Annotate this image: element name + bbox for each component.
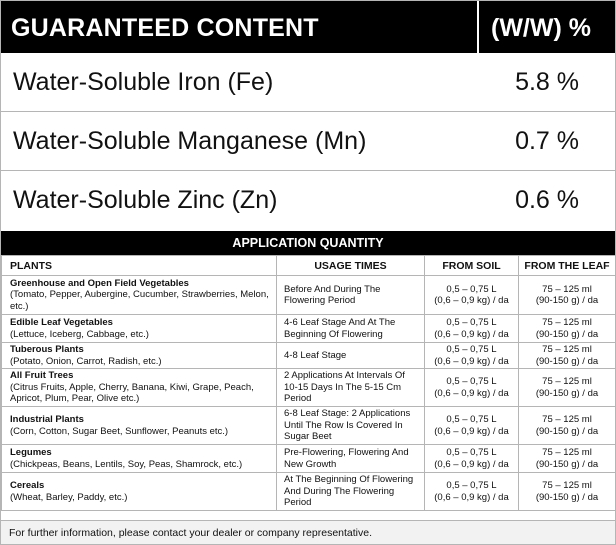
soil-weight: (0,6 – 0,9 kg) / da [434, 355, 509, 367]
table-row [2, 407, 616, 445]
leaf-weight: (90-150 g) / da [535, 295, 599, 306]
plant-examples: (Tomato, Pepper, Aubergine, Cucumber, Strawberries, Melon, etc.) [10, 289, 269, 312]
soil-volume: 0,5 – 0,75 L [446, 376, 497, 387]
plant-examples: (Chickpeas, Beans, Lentils, Soy, Peas, Shamrock, etc.) [10, 458, 243, 470]
soil-volume: 0,5 – 0,75 L [446, 344, 497, 355]
content-value: 5.8 % [515, 68, 579, 96]
usage-cell: At The Beginning Of Flowering And During The Flowering Period [277, 473, 425, 511]
plant-examples: (Citrus Fruits, Apple, Cherry, Banana, Kiwi, Grape, Peach, Apricot, Plum, Pear, Olive etc.) [10, 381, 254, 405]
leaf-weight: (90-150 g) / da [535, 355, 599, 367]
soil-cell [425, 369, 519, 407]
soil-weight: (0,6 – 0,9 kg) / da [434, 328, 509, 340]
content-row-zinc [1, 171, 615, 231]
column-header-from-soil: FROM SOIL [425, 256, 519, 276]
leaf-weight: (90-150 g) / da [535, 425, 599, 437]
plant-cell [2, 276, 277, 315]
soil-volume: 0,5 – 0,75 L [446, 414, 497, 425]
leaf-weight: (90-150 g) / da [535, 458, 599, 470]
application-quantity-table [1, 255, 616, 511]
guaranteed-content-title: GUARANTEED CONTENT [11, 14, 319, 42]
guaranteed-content-header [1, 1, 615, 53]
usage-cell: Pre-Flowering, Flowering And New Growth [277, 445, 425, 473]
content-name: Water-Soluble Manganese (Mn) [13, 127, 367, 155]
plant-examples: (Corn, Cotton, Sugar Beet, Sunflower, Peanuts etc.) [10, 425, 229, 437]
plant-cell [2, 445, 277, 473]
leaf-volume: 75 – 125 ml [542, 480, 592, 491]
leaf-weight: (90-150 g) / da [535, 328, 599, 340]
soil-cell [425, 315, 519, 343]
leaf-cell [519, 473, 616, 511]
plant-name: Cereals [10, 480, 45, 491]
plant-examples: (Wheat, Barley, Paddy, etc.) [10, 491, 128, 503]
plant-cell [2, 315, 277, 343]
leaf-volume: 75 – 125 ml [542, 414, 592, 425]
content-name: Water-Soluble Zinc (Zn) [13, 186, 278, 214]
content-value: 0.7 % [515, 127, 579, 155]
content-name: Water-Soluble Iron (Fe) [13, 68, 274, 96]
leaf-weight: (90-150 g) / da [535, 387, 599, 399]
leaf-cell [519, 276, 616, 315]
table-row [2, 315, 616, 343]
usage-cell: 6-8 Leaf Stage: 2 Applications Until The Row Is Covered In Sugar Beet [277, 407, 425, 445]
guaranteed-content-unit: (W/W) % [491, 14, 591, 42]
leaf-cell [519, 315, 616, 343]
usage-cell: 2 Applications At Intervals Of 10-15 Days In The 5-15 Cm Period [277, 369, 425, 407]
header-divider [477, 1, 479, 53]
soil-weight: (0,6 – 0,9 kg) / da [434, 387, 509, 399]
footer-note: For further information, please contact your dealer or company representative. [1, 520, 615, 544]
table-row [2, 276, 616, 315]
table-row [2, 343, 616, 369]
soil-cell [425, 445, 519, 473]
plant-cell [2, 343, 277, 369]
soil-weight: (0,6 – 0,9 kg) / da [434, 295, 509, 306]
table-row [2, 473, 616, 511]
column-header-from-leaf: FROM THE LEAF [519, 256, 616, 276]
usage-cell: 4-6 Leaf Stage And At The Beginning Of Flowering [277, 315, 425, 343]
content-row-iron [1, 53, 615, 112]
leaf-cell [519, 369, 616, 407]
usage-cell: Before And During The Flowering Period [277, 276, 425, 315]
plant-name: Legumes [10, 447, 52, 458]
plant-cell [2, 407, 277, 445]
soil-volume: 0,5 – 0,75 L [446, 480, 497, 491]
table-header-row [2, 256, 616, 276]
table-row [2, 369, 616, 407]
plant-name: All Fruit Trees [10, 370, 74, 382]
leaf-volume: 75 – 125 ml [542, 317, 592, 328]
column-header-usage-times: USAGE TIMES [277, 256, 425, 276]
leaf-volume: 75 – 125 ml [542, 344, 592, 355]
soil-cell [425, 473, 519, 511]
application-quantity-header: APPLICATION QUANTITY [1, 231, 615, 255]
plant-examples: (Lettuce, Iceberg, Cabbage, etc.) [10, 328, 149, 340]
leaf-volume: 75 – 125 ml [542, 447, 592, 458]
leaf-weight: (90-150 g) / da [535, 491, 599, 503]
soil-weight: (0,6 – 0,9 kg) / da [434, 458, 509, 470]
soil-cell [425, 407, 519, 445]
plant-name: Industrial Plants [10, 414, 84, 425]
soil-volume: 0,5 – 0,75 L [446, 317, 497, 328]
soil-cell [425, 276, 519, 315]
usage-cell: 4-8 Leaf Stage [277, 343, 425, 369]
plant-cell [2, 369, 277, 407]
plant-examples: (Potato, Onion, Carrot, Radish, etc.) [10, 355, 162, 367]
leaf-cell [519, 445, 616, 473]
plant-name: Edible Leaf Vegetables [10, 317, 113, 328]
plant-cell [2, 473, 277, 511]
soil-weight: (0,6 – 0,9 kg) / da [434, 491, 509, 503]
soil-weight: (0,6 – 0,9 kg) / da [434, 425, 509, 437]
column-header-plants: PLANTS [2, 256, 277, 276]
soil-volume: 0,5 – 0,75 L [446, 283, 497, 295]
leaf-volume: 75 – 125 ml [542, 283, 592, 295]
leaf-cell [519, 343, 616, 369]
soil-cell [425, 343, 519, 369]
content-row-manganese [1, 112, 615, 171]
table-row [2, 445, 616, 473]
plant-name: Tuberous Plants [10, 344, 84, 355]
leaf-cell [519, 407, 616, 445]
content-value: 0.6 % [515, 186, 579, 214]
leaf-volume: 75 – 125 ml [542, 376, 592, 387]
plant-name: Greenhouse and Open Field Vegetables [10, 277, 189, 289]
soil-volume: 0,5 – 0,75 L [446, 447, 497, 458]
